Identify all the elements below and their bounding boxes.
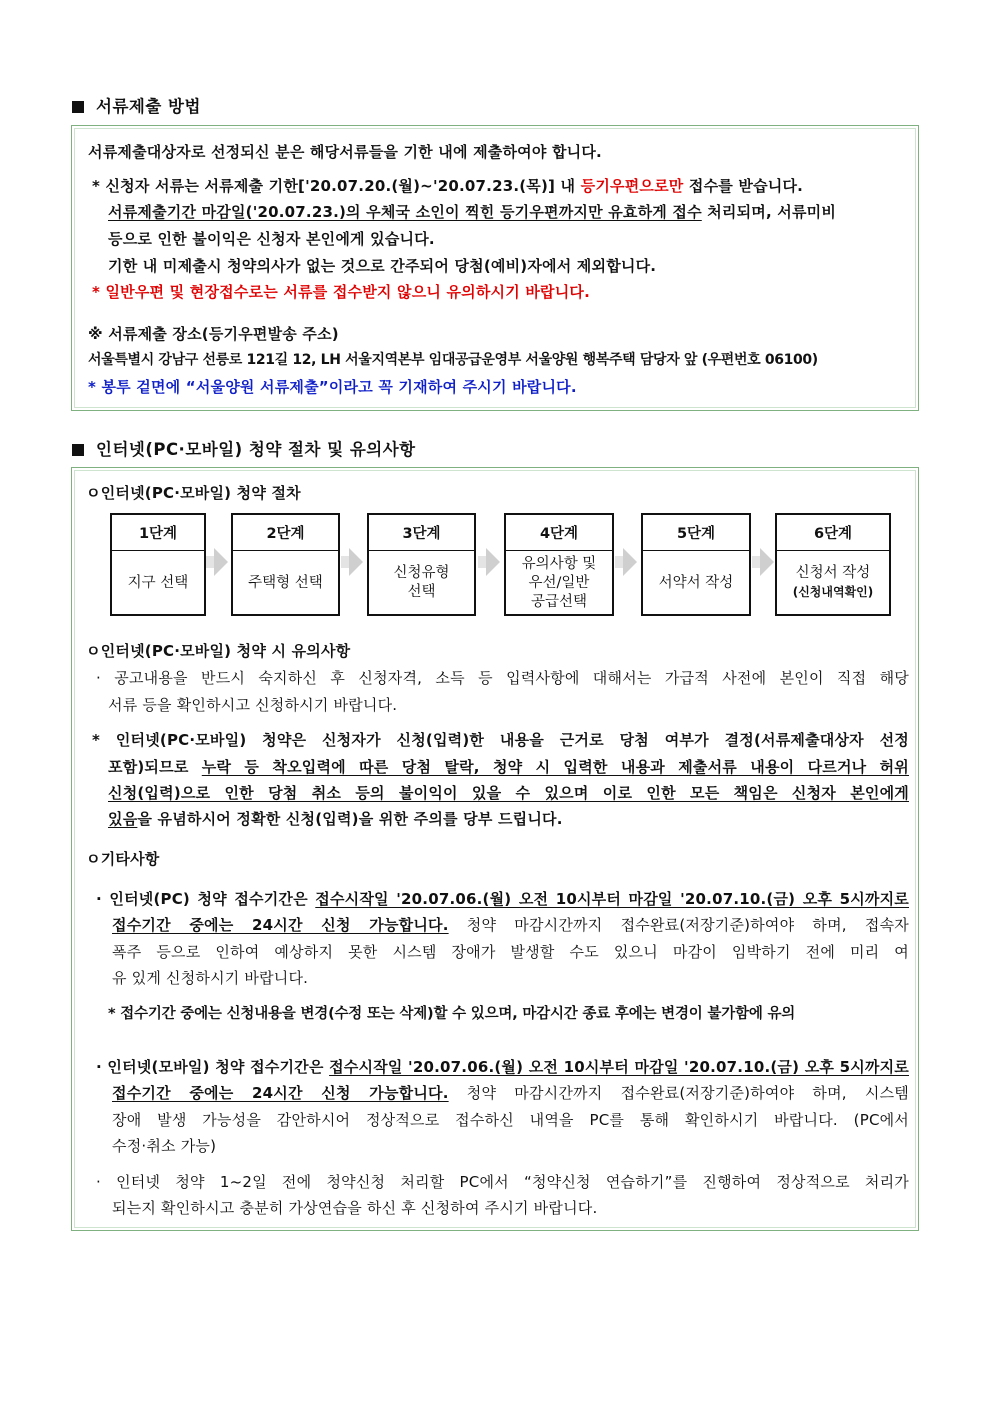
envelope-note: * 봉투 겉면에 “서울양원 서류제출”이라고 꼭 기재하여 주시기 바랍니다. — [88, 378, 577, 396]
step-4-label-line1: 유의사항 및 — [521, 555, 597, 572]
mobile-period-line2: 접수기간 중에는 24시간 신청 가능합니다. 청약 마감시간까지 접수완료(저장기준)하여야 하며, 시스템 — [112, 1084, 909, 1102]
step-2-label: 주택형 선택 — [248, 574, 323, 591]
submission-address: 서울특별시 강남구 선릉로 121길 12, LH 서울지역본부 임대공급운영부 서울양원 행복주택 담당자 앞 (우편번호 06100) — [88, 352, 818, 368]
step-2-head: 2단계 — [233, 515, 338, 551]
submission-warning: * 일반우편 및 현장접수로는 서류를 접수받지 않으니 유의하시기 바랍니다. — [92, 283, 591, 301]
step-1-head: 1단계 — [112, 515, 204, 551]
section-title-internet-application: 인터넷(PC·모바일) 청약 절차 및 유의사항 — [72, 436, 416, 460]
pc-change-note: * 접수기간 중에는 신청내용을 변경(수정 또는 삭제)할 수 있으며, 마감시간 종료 후에는 변경이 불가함에 유의 — [108, 1006, 796, 1022]
arrow-right-icon — [349, 548, 363, 576]
step-3 — [367, 513, 476, 616]
step-6-sublabel: (신청내역확인) — [792, 585, 874, 599]
step-1 — [110, 513, 206, 616]
caution-title: ㅇ인터넷(PC·모바일) 청약 시 유의사항 — [86, 642, 351, 660]
submission-note-deadline: * 신청자 서류는 서류제출 기한['20.07.20.(월)~'20.07.23.(목)] 내 등기우편으로만 접수를 받습니다. — [92, 177, 804, 195]
step-3-head: 3단계 — [369, 515, 474, 551]
step-2 — [231, 513, 340, 616]
step-4-head: 4단계 — [506, 515, 612, 551]
pc-period-line2: 접수기간 중에는 24시간 신청 가능합니다. 청약 마감시간까지 접수완료(저장기준)하여야 하며, 접속자 — [112, 916, 909, 934]
section-title-document-submission: 서류제출 방법 — [72, 93, 201, 117]
submission-place-title: ※ 서류제출 장소(등기우편발송 주소) — [88, 325, 339, 343]
square-bullet-icon — [72, 444, 84, 456]
step-1-label: 지구 선택 — [127, 574, 189, 591]
caution-1-line1: · 공고내용을 반드시 숙지하신 후 신청자격, 소득 등 입력사항에 대해서는 가급적 사전에 본인이 직접 해당 — [96, 669, 909, 687]
arrow-right-icon — [486, 548, 500, 576]
step-4-label-line2: 우선/일반 — [528, 574, 590, 591]
submission-intro: 서류제출대상자로 선정되신 분은 해당서류들을 기한 내에 제출하여야 합니다. — [88, 143, 602, 161]
pc-period-line1: · 인터넷(PC) 청약 접수기간은 접수시작일 '20.07.06.(월) 오전 10시부터 마감일 '20.07.10.(금) 오후 5시까지로 — [96, 890, 909, 908]
mobile-period-line1: · 인터넷(모바일) 청약 접수기간은 접수시작일 '20.07.06.(월) 오전 10시부터 마감일 '20.07.10.(금) 오후 5시까지로 — [96, 1058, 909, 1076]
step-6-head: 6단계 — [777, 515, 889, 551]
step-5 — [641, 513, 751, 616]
arrow-right-icon — [214, 548, 228, 576]
caution-2-line1: * 인터넷(PC·모바일) 청약은 신청자가 신청(입력)한 내용을 근거로 당첨 여부가 결정(서류제출대상자 선정 — [92, 731, 909, 749]
mobile-period-line4: 수정·취소 가능) — [112, 1137, 217, 1155]
mobile-period-line3: 장애 발생 가능성을 감안하시어 정상적으로 접수하신 내역을 PC를 통해 확인하시기 바랍니다. (PC에서 — [112, 1111, 909, 1129]
submission-note-postmark: 서류제출기간 마감일('20.07.23.)의 우체국 소인이 찍힌 등기우편까지만 유효하게 접수 처리되며, 서류미비 — [108, 203, 837, 221]
arrow-right-icon — [760, 548, 774, 576]
submission-note-exclusion: 기한 내 미제출시 청약의사가 없는 것으로 간주되어 당첨(예비)자에서 제외합니다. — [108, 257, 657, 275]
step-3-label-line2: 선택 — [407, 584, 436, 600]
pc-period-line4: 유 있게 신청하시기 바랍니다. — [112, 969, 309, 987]
step-5-head: 5단계 — [643, 515, 749, 551]
caution-2-line4: 있음을 유념하시어 정확한 신청(입력)을 위한 주의를 당부 드립니다. — [108, 810, 563, 828]
etc-title: ㅇ기타사항 — [86, 850, 160, 868]
submission-note-liability: 등으로 인한 불이익은 신청자 본인에게 있습니다. — [108, 230, 435, 248]
arrow-right-icon — [623, 548, 637, 576]
step-6-label: 신청서 작성 — [795, 565, 871, 581]
practice-line1: · 인터넷 청약 1~2일 전에 청약신청 처리할 PC에서 “청약신청 연습하기”를 진행하여 정상적으로 처리가 — [96, 1173, 909, 1191]
step-3-label-line1: 신청유형 — [393, 565, 450, 581]
step-4 — [504, 513, 614, 616]
caution-2-line2: 포함)되므로 누락 등 착오입력에 따른 당첨 탈락, 청약 시 입력한 내용과 제출서류 내용이 다르거나 허위 — [108, 758, 909, 776]
pc-period-line3: 폭주 등으로 인하여 예상하지 못한 시스템 장애가 발생할 수도 있으니 마감이 임박하기 전에 미리 여 — [112, 943, 909, 961]
square-bullet-icon — [72, 101, 84, 113]
procedure-title: ㅇ인터넷(PC·모바일) 청약 절차 — [86, 484, 301, 502]
caution-2-line3: 신청(입력)으로 인한 당첨 취소 등의 불이익이 있을 수 있으며 이로 인한 모든 책임은 신청자 본인에게 — [108, 784, 909, 802]
step-5-label: 서약서 작성 — [658, 574, 734, 591]
step-4-label-line3: 공급선택 — [530, 593, 588, 610]
step-6 — [775, 513, 891, 616]
practice-line2: 되는지 확인하시고 충분히 가상연습을 하신 후 신청하여 주시기 바랍니다. — [112, 1199, 598, 1217]
caution-1-line2: 서류 등을 확인하시고 신청하시기 바랍니다. — [108, 696, 398, 714]
